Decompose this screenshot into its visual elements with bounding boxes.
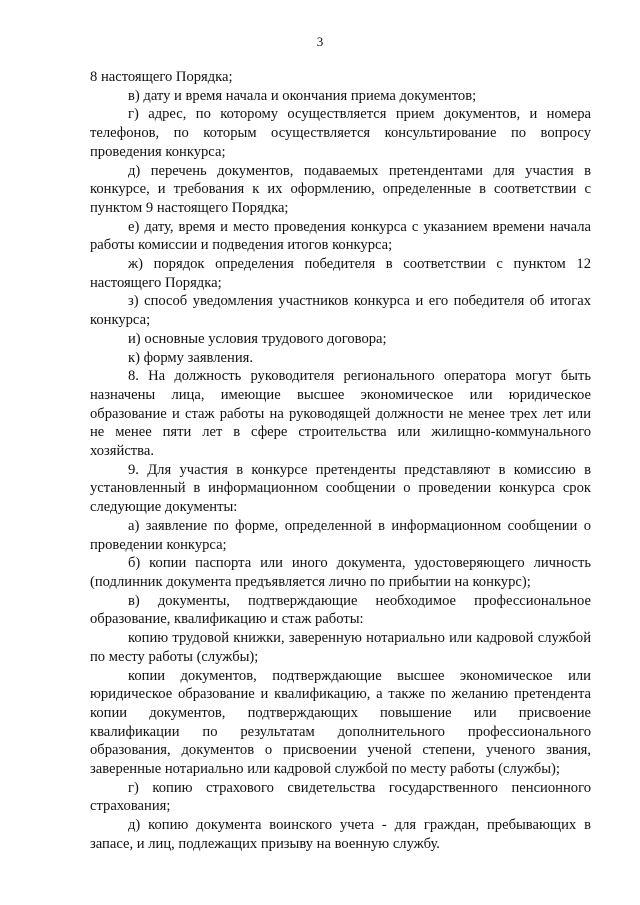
page-number: 3 — [316, 34, 324, 49]
paragraph: з) способ уведомления участников конкурса и его победителя об итогах конкурса; — [90, 293, 591, 329]
paragraph: 9. Для участия в конкурсе претенденты представляют в комиссию в установленный в информационном сообщении о проведении конкурса срок следующие документы: — [90, 461, 591, 516]
paragraph: в) дату и время начала и окончания приема документов; — [128, 87, 477, 104]
paragraph: д) копию документа воинского учета - для граждан, пребывающих в запасе, и лиц, подлежащих призыву на военную службу. — [90, 817, 591, 852]
paragraph: а) заявление по форме, определенной в информационном сообщении о проведении конкурса; — [90, 517, 591, 553]
paragraph: 8. На должность руководителя регионального оператора могут быть назначены лица, имеющие высшее экономическое или юридическое образование и стаж работы на руководящей должности не менее трех лет или не менее пяти лет в сфере строительства или жилищно-коммунального хозяйства. — [90, 368, 591, 460]
paragraph: б) копии паспорта или иного документа, удостоверяющего личность (подлинник документа предъявляется лично по прибытии на конкурс); — [90, 555, 591, 590]
paragraph: и) основные условия трудового договора; — [128, 330, 387, 347]
paragraph: г) копию страхового свидетельства государственного пенсионного страхования; — [90, 779, 591, 815]
paragraph: копию трудовой книжки, заверенную нотариально или кадровой службой по месту работы (службы); — [90, 630, 591, 665]
paragraph: копии документов, подтверждающие высшее экономическое или юридическое образование и квалификацию, а также по желанию претендента копии документов, подтверждающих повышение или присвоение квалификации по результатам дополнительного профессионального образования, документов о присвоении ученой степени, ученого звания, заверенные нотариально или кадровой службой по месту работы (службы); — [90, 667, 591, 778]
paragraph: ж) порядок определения победителя в соответствии с пунктом 12 настоящего Порядка; — [90, 256, 591, 291]
paragraph: е) дату, время и место проведения конкурса с указанием времени начала работы комиссии и подведения итогов конкурса; — [90, 218, 591, 254]
paragraph: г) адрес, по которому осуществляется прием документов, и номера телефонов, по которым осуществляется консультирование по вопросу проведения конкурса; — [90, 106, 591, 160]
paragraph: в) документы, подтверждающие необходимое профессиональное образование, квалификацию и стаж работы: — [90, 592, 591, 628]
paragraph: д) перечень документов, подаваемых претендентами для участия в конкурсе, и требования к их оформлению, определенные в соответствии с пунктом 9 настоящего Порядка; — [90, 162, 591, 216]
document-body — [90, 68, 591, 854]
paragraph: к) форму заявления. — [128, 349, 254, 366]
paragraph: 8 настоящего Порядка; — [90, 69, 233, 85]
